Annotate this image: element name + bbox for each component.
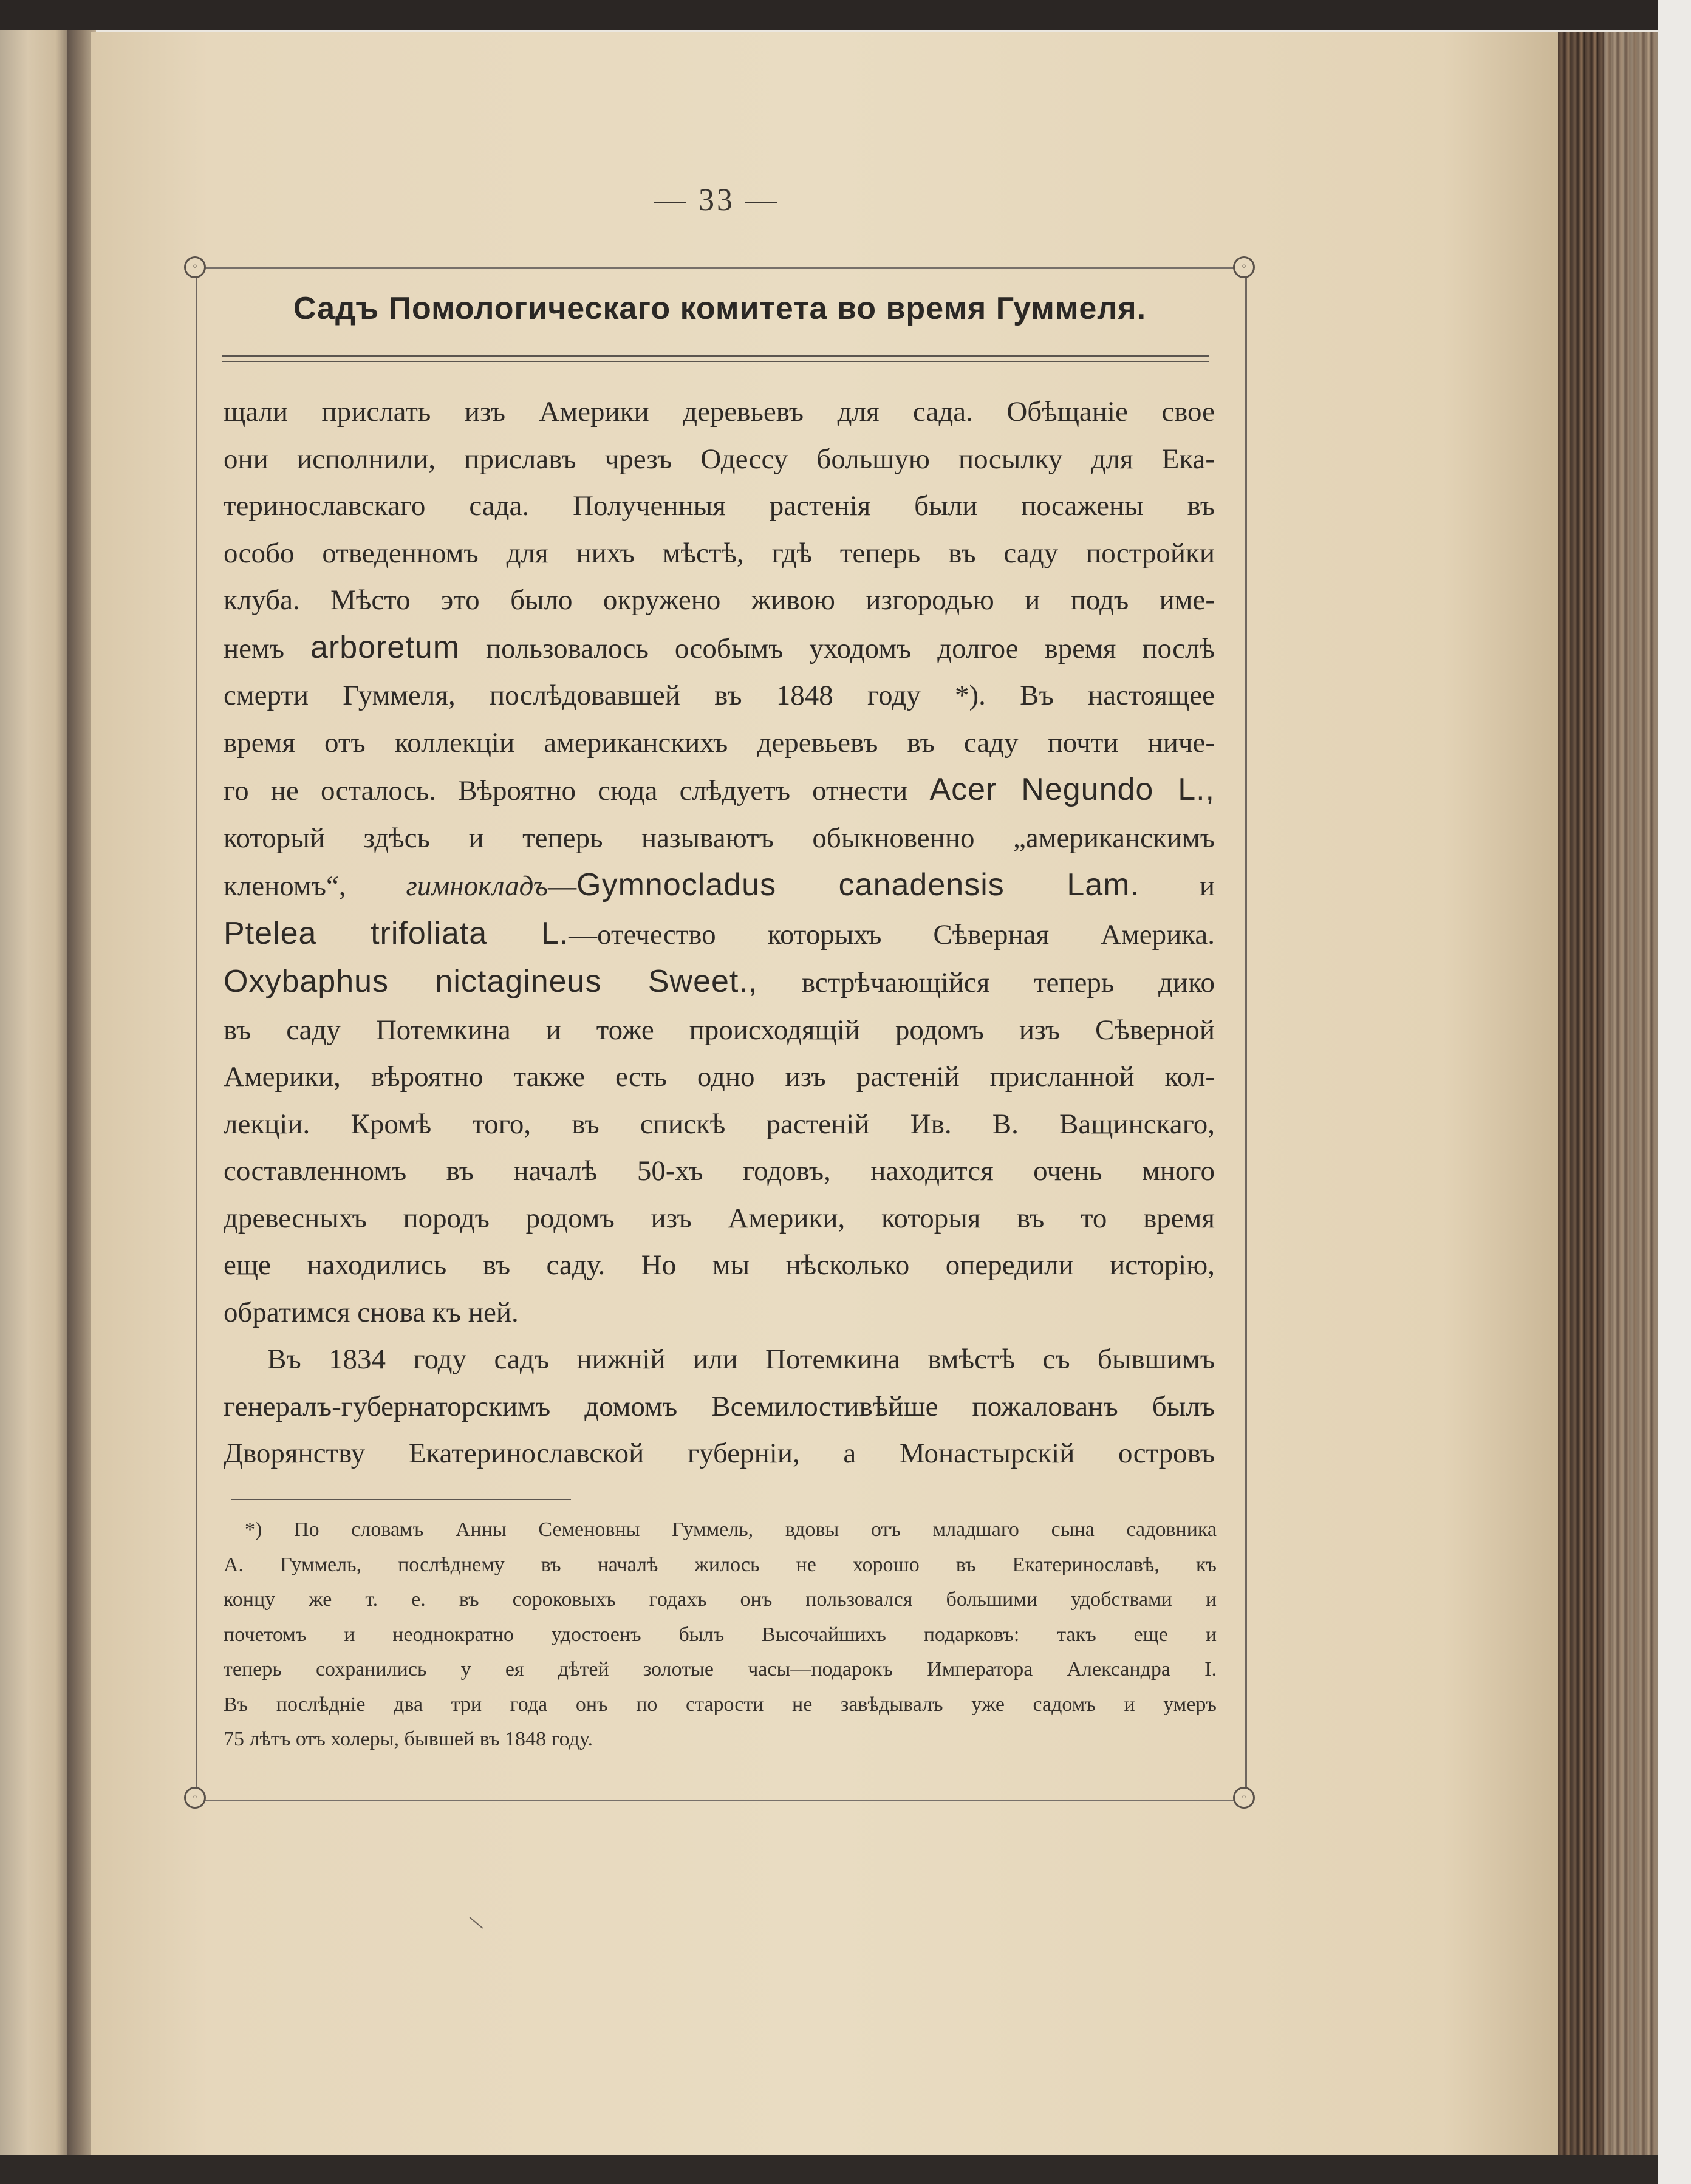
text-fragment: —отечество которыхъ Сѣверная Америка. bbox=[569, 918, 1215, 950]
text-fragment: и bbox=[1199, 870, 1215, 902]
text-line bbox=[224, 862, 1215, 910]
footnote-line: Въ послѣдніе два три года онъ по старости не завѣдывалъ уже садомъ и умеръ bbox=[224, 1693, 1217, 1716]
text-fragment: кленомъ“, bbox=[224, 870, 346, 902]
text-line: Дворянству Екатеринославской губерніи, а Монастырскій островъ bbox=[224, 1438, 1215, 1469]
text-line: щали прислать изъ Америки деревьевъ для сада. Обѣщаніе свое bbox=[224, 396, 1215, 428]
latin-term: Oxybaphus nictagineus Sweet., bbox=[224, 964, 758, 999]
latin-term: Gymnocladus canadensis Lam. bbox=[576, 867, 1139, 903]
text-line: время отъ коллекціи американскихъ деревьевъ въ саду почти ниче- bbox=[224, 726, 1215, 759]
footnote bbox=[224, 1512, 1217, 1757]
text-line bbox=[224, 766, 1215, 815]
text-line bbox=[224, 624, 1215, 673]
footnote-line: концу же т. е. въ сороковыхъ годахъ онъ пользовался большими удобствами и bbox=[224, 1588, 1217, 1611]
text-fragment: встрѣчающійся теперь дико bbox=[801, 967, 1215, 998]
latin-term: Acer Negundo L., bbox=[929, 772, 1215, 807]
italic-term: гимнокладъ bbox=[406, 870, 548, 902]
header-double-rule bbox=[222, 355, 1209, 362]
footnote-line: теперь сохранились у ея дѣтей золотые часы—подарокъ Императора Александра I. bbox=[224, 1658, 1217, 1681]
text-line: лекціи. Кромѣ того, въ спискѣ растеній Ив. В. Ващинскаго, bbox=[224, 1108, 1215, 1140]
text-line: Въ 1834 году садъ нижній или Потемкина вмѣстѣ съ бывшимъ bbox=[267, 1343, 1215, 1375]
latin-term: Ptelea trifoliata L. bbox=[224, 915, 569, 951]
text-fragment: пользовалось особымъ уходомъ долгое время послѣ bbox=[485, 632, 1215, 664]
left-page-edge bbox=[0, 30, 70, 2156]
footnote-line: почетомъ и неоднократно удостоенъ былъ Высочайшихъ подарковъ: такъ еще и bbox=[224, 1623, 1217, 1646]
text-line: клуба. Мѣсто это было окружено живою изгородью и подъ име- bbox=[224, 584, 1215, 616]
text-line: древесныхъ породъ родомъ изъ Америки, которыя въ то время bbox=[224, 1202, 1215, 1234]
text-fragment: го не осталось. Вѣроятно сюда слѣдуетъ отнести bbox=[224, 775, 908, 807]
footnote-line: *) По словамъ Анны Семеновны Гуммель, вдовы отъ младшаго сына садовника bbox=[245, 1518, 1217, 1541]
page-number: — 33 — bbox=[654, 183, 779, 217]
frame-corner-ornament-icon: ◦ bbox=[184, 1787, 206, 1809]
text-line: который здѣсь и теперь называютъ обыкновенно „американскимъ bbox=[224, 822, 1215, 854]
dash: — bbox=[548, 870, 577, 902]
scan-top-border bbox=[0, 0, 1658, 30]
frame-corner-ornament-icon: ◦ bbox=[1233, 256, 1255, 278]
scan-bottom-border bbox=[0, 2155, 1658, 2184]
text-line: они исполнили, приславъ чрезъ Одессу большую посылку для Ека- bbox=[224, 443, 1215, 475]
footnote-line: А. Гуммель, послѣднему въ началѣ жилось не хорошо въ Екатеринославѣ, къ bbox=[224, 1553, 1217, 1576]
text-line: въ саду Потемкина и тоже происходящій родомъ изъ Сѣверной bbox=[224, 1014, 1215, 1046]
text-fragment: немъ bbox=[224, 632, 285, 664]
text-line: составленномъ въ началѣ 50-хъ годовъ, находится очень много bbox=[224, 1155, 1215, 1187]
text-line bbox=[224, 958, 1215, 1007]
latin-term: arboretum bbox=[310, 629, 460, 665]
text-line: Америки, вѣроятно также есть одно изъ растеній присланной кол- bbox=[224, 1061, 1215, 1093]
text-line: теринославскаго сада. Полученныя растенія были посажены въ bbox=[224, 490, 1215, 522]
main-text bbox=[224, 389, 1215, 1478]
page-stack-highlight bbox=[1604, 32, 1658, 2155]
running-header: Садъ Помологическаго комитета во время Гуммеля. bbox=[293, 291, 1147, 326]
text-line: смерти Гуммеля, послѣдовавшей въ 1848 году *). Въ настоящее bbox=[224, 680, 1215, 711]
text-line bbox=[224, 910, 1215, 959]
footnote-rule bbox=[231, 1499, 571, 1500]
text-line: еще находились въ саду. Но мы нѣсколько опередили исторію, bbox=[224, 1249, 1215, 1281]
frame-corner-ornament-icon: ◦ bbox=[184, 256, 206, 278]
text-line: обратимся снова къ ней. bbox=[224, 1296, 519, 1328]
frame-corner-ornament-icon: ◦ bbox=[1233, 1787, 1255, 1809]
scan-right-margin bbox=[1658, 0, 1691, 2184]
footnote-line: 75 лѣтъ отъ холеры, бывшей въ 1848 году. bbox=[224, 1728, 593, 1750]
text-line: особо отведенномъ для нихъ мѣстѣ, гдѣ теперь въ саду постройки bbox=[224, 537, 1215, 569]
text-line: генералъ-губернаторскимъ домомъ Всемилостивѣйше пожалованъ былъ bbox=[224, 1390, 1215, 1422]
